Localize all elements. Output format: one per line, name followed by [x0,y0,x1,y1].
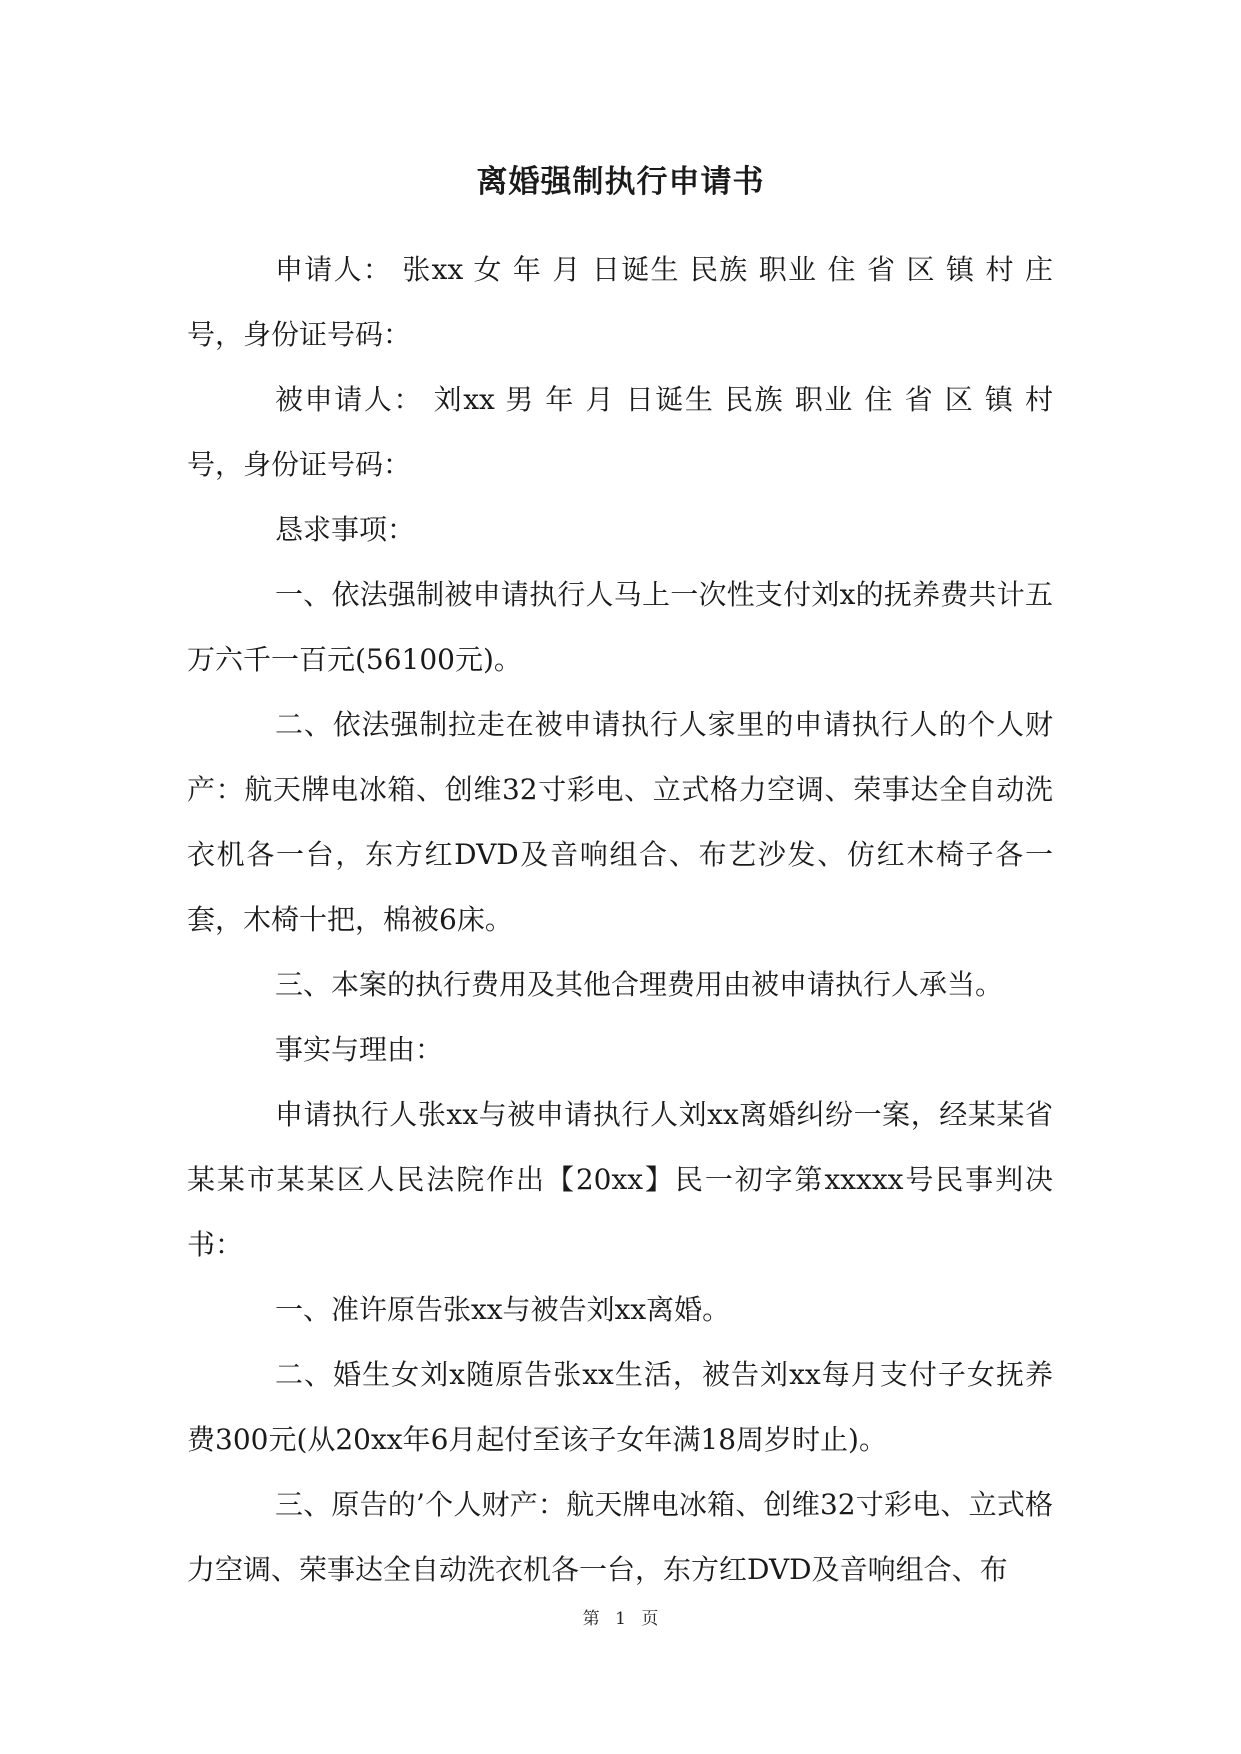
paragraph-request-3: 三、本案的执行费用及其他合理费用由被申请执行人承当。 [275,968,1004,1001]
paragraph-judgment-2: 二、婚生女刘x随原告张xx生活，被告刘xx每月支付子女抚养费300元(从20xx年6月起付至该子女年满18周岁时止)。 [187,1358,1053,1456]
paragraph-facts-intro: 申请执行人张xx与被申请执行人刘xx离婚纠纷一案，经某某省某某市某某区人民法院作出【20xx】民一初字第xxxxx号民事判决书： [187,1098,1053,1261]
paragraph-respondent: 被申请人： 刘xx 男 年 月 日诞生 民族 职业 住 省 区 镇 村 号，身份证号码： [187,383,1053,481]
paragraph-request-2: 二、依法强制拉走在被申请执行人家里的申请执行人的个人财产：航天牌电冰箱、创维32寸彩电、立式格力空调、荣事达全自动洗衣机各一台，东方红DVD及音响组合、布艺沙发、仿红木椅子各一套，木椅十把，棉被6床。 [187,708,1053,936]
page-number-prefix: 第 [582,1609,600,1629]
document-body [187,237,1053,1602]
paragraph-judgment-1: 一、准许原告张xx与被告刘xx离婚。 [275,1293,731,1326]
paragraph-applicant: 申请人： 张xx 女 年 月 日诞生 民族 职业 住 省 区 镇 村 庄 号，身份证号码： [187,253,1053,351]
page-footer [0,1607,1241,1631]
page-number: 1 [615,1609,626,1629]
paragraph-request-1: 一、依法强制被申请执行人马上一次性支付刘x的抚养费共计五万六千一百元(56100元)。 [187,578,1053,676]
paragraph-facts-heading: 事实与理由： [275,1033,444,1066]
page-number-suffix: 页 [641,1609,659,1629]
paragraph-judgment-3: 三、原告的’个人财产：航天牌电冰箱、创维32寸彩电、立式格力空调、荣事达全自动洗衣机各一台，东方红DVD及音响组合、布 [187,1488,1053,1586]
document-title: 离婚强制执行申请书 [476,164,765,200]
paragraph-requests-heading: 恳求事项： [275,513,416,546]
